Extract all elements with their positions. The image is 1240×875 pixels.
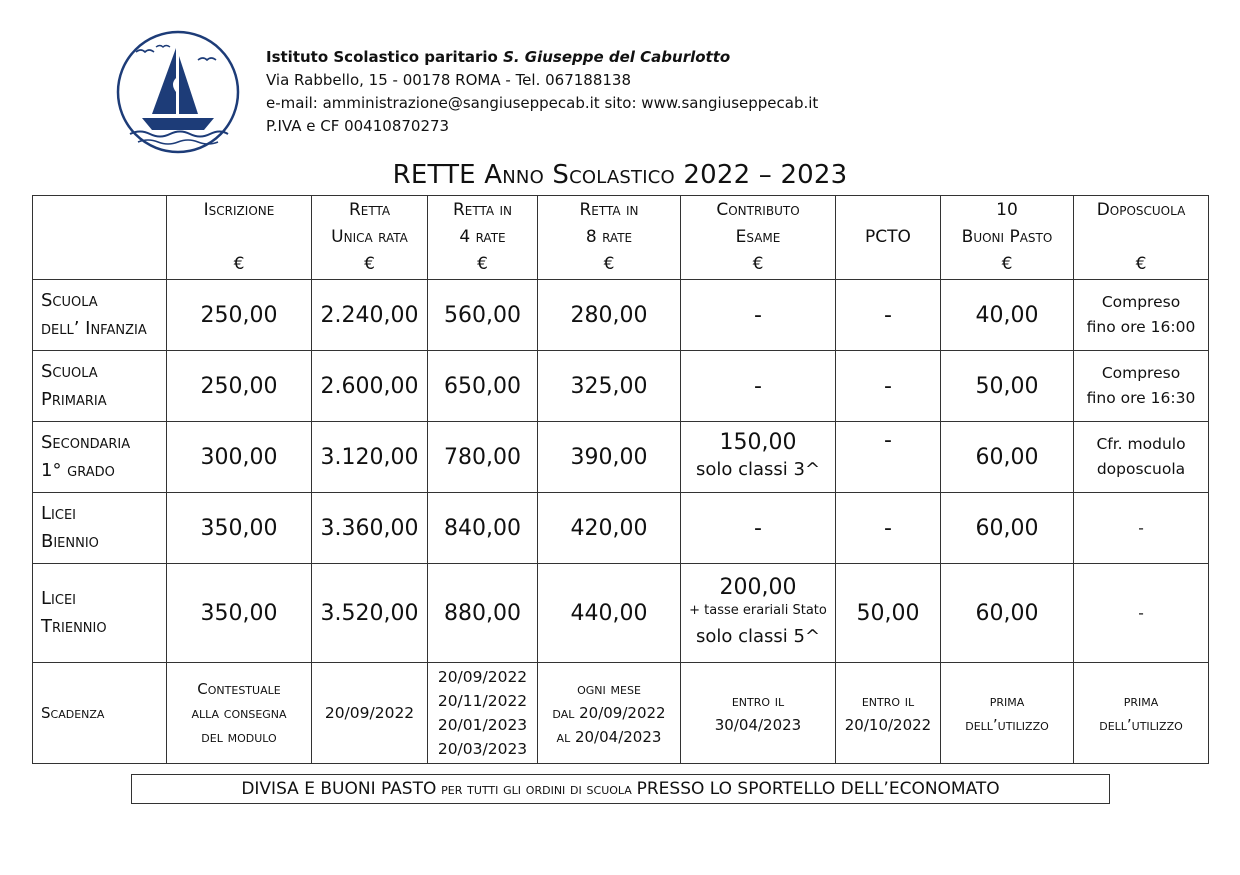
- header-retta-8: Retta in 8 rate €: [538, 196, 681, 280]
- cell-iscrizione: 350,00: [167, 564, 312, 663]
- scadenza-retta-unica: 20/09/2022: [312, 663, 428, 764]
- row-label: Scuola dell’ Infanzia: [33, 280, 167, 351]
- cell-contributo-esame: 200,00 + tasse erariali Stato solo classi 5^: [681, 564, 836, 663]
- cell-doposcuola: -: [1074, 564, 1209, 663]
- cell-buoni-pasto: 60,00: [941, 564, 1074, 663]
- cell-retta-unica: 2.600,00: [312, 351, 428, 422]
- table-row: [33, 422, 1209, 493]
- header-retta-unica: Retta Unica rata €: [312, 196, 428, 280]
- table-row: [33, 280, 1209, 351]
- cell-iscrizione: 350,00: [167, 493, 312, 564]
- cell-buoni-pasto: 40,00: [941, 280, 1074, 351]
- cell-iscrizione: 250,00: [167, 280, 312, 351]
- scadenza-retta-4: 20/09/2022 20/11/2022 20/01/2023 20/03/2023: [428, 663, 538, 764]
- school-contacts: e-mail: amministrazione@sangiuseppecab.it sito: www.sangiuseppecab.it: [266, 94, 819, 112]
- scadenza-buoni-pasto: prima dell’utilizzo: [941, 663, 1074, 764]
- cell-retta-4: 560,00: [428, 280, 538, 351]
- cell-retta-unica: 3.360,00: [312, 493, 428, 564]
- table-row: [33, 351, 1209, 422]
- header-iscrizione: Iscrizione €: [167, 196, 312, 280]
- cell-pcto: -: [836, 493, 941, 564]
- scadenza-row: [33, 663, 1209, 764]
- cell-iscrizione: 300,00: [167, 422, 312, 493]
- cell-buoni-pasto: 60,00: [941, 422, 1074, 493]
- cell-retta-8: 325,00: [538, 351, 681, 422]
- cell-iscrizione: 250,00: [167, 351, 312, 422]
- cell-retta-4: 880,00: [428, 564, 538, 663]
- cell-retta-8: 440,00: [538, 564, 681, 663]
- cell-contributo-esame: -: [681, 351, 836, 422]
- cell-contributo-esame: -: [681, 280, 836, 351]
- cell-retta-4: 780,00: [428, 422, 538, 493]
- row-label: Licei Triennio: [33, 564, 167, 663]
- school-address: Via Rabbello, 15 - 00178 ROMA - Tel. 067188138: [266, 71, 632, 89]
- row-label: Secondaria 1° grado: [33, 422, 167, 493]
- table-row: [33, 564, 1209, 663]
- header-buoni-pasto: 10 Buoni Pasto €: [941, 196, 1074, 280]
- scadenza-pcto: entro il 20/10/2022: [836, 663, 941, 764]
- row-label: Scadenza: [33, 663, 167, 764]
- school-logo: [116, 30, 240, 154]
- cell-retta-4: 650,00: [428, 351, 538, 422]
- fees-table: [32, 195, 1209, 764]
- header-contributo-esame: Contributo Esame €: [681, 196, 836, 280]
- cell-pcto: -: [836, 280, 941, 351]
- scadenza-doposcuola: prima dell’utilizzo: [1074, 663, 1209, 764]
- cell-retta-unica: 3.120,00: [312, 422, 428, 493]
- cell-buoni-pasto: 60,00: [941, 493, 1074, 564]
- cell-retta-unica: 3.520,00: [312, 564, 428, 663]
- footer-note: DIVISA E BUONI PASTO per tutti gli ordini di scuola PRESSO LO SPORTELLO DELL’ECONOMATO: [131, 774, 1110, 804]
- school-vat: P.IVA e CF 00410870273: [266, 117, 450, 135]
- header-pcto: PCTO: [836, 196, 941, 280]
- table-header-row: [33, 196, 1209, 280]
- scadenza-retta-8: ogni mese dal 20/09/2022 al 20/04/2023: [538, 663, 681, 764]
- row-label: Licei Biennio: [33, 493, 167, 564]
- cell-retta-8: 420,00: [538, 493, 681, 564]
- cell-doposcuola: Compreso fino ore 16:00: [1074, 280, 1209, 351]
- cell-pcto: -: [836, 422, 941, 493]
- cell-pcto: 50,00: [836, 564, 941, 663]
- cell-retta-unica: 2.240,00: [312, 280, 428, 351]
- cell-contributo-esame: -: [681, 493, 836, 564]
- header-doposcuola: Doposcuola €: [1074, 196, 1209, 280]
- table-row: [33, 493, 1209, 564]
- cell-doposcuola: Compreso fino ore 16:30: [1074, 351, 1209, 422]
- cell-buoni-pasto: 50,00: [941, 351, 1074, 422]
- cell-retta-4: 840,00: [428, 493, 538, 564]
- header-empty: [33, 196, 167, 280]
- scadenza-contributo-esame: entro il 30/04/2023: [681, 663, 836, 764]
- cell-retta-8: 280,00: [538, 280, 681, 351]
- school-header: [266, 46, 818, 138]
- row-label: Scuola Primaria: [33, 351, 167, 422]
- header-retta-4: Retta in 4 rate €: [428, 196, 538, 280]
- scadenza-iscrizione: Contestuale alla consegna del modulo: [167, 663, 312, 764]
- cell-retta-8: 390,00: [538, 422, 681, 493]
- page-title: RETTE Anno Scolastico 2022 – 2023: [392, 160, 848, 190]
- cell-doposcuola: Cfr. modulo doposcuola: [1074, 422, 1209, 493]
- cell-contributo-esame: 150,00 solo classi 3^: [681, 422, 836, 493]
- school-name: Istituto Scolastico paritario S. Giuseppe del Caburlotto: [266, 48, 731, 66]
- cell-pcto: -: [836, 351, 941, 422]
- cell-doposcuola: -: [1074, 493, 1209, 564]
